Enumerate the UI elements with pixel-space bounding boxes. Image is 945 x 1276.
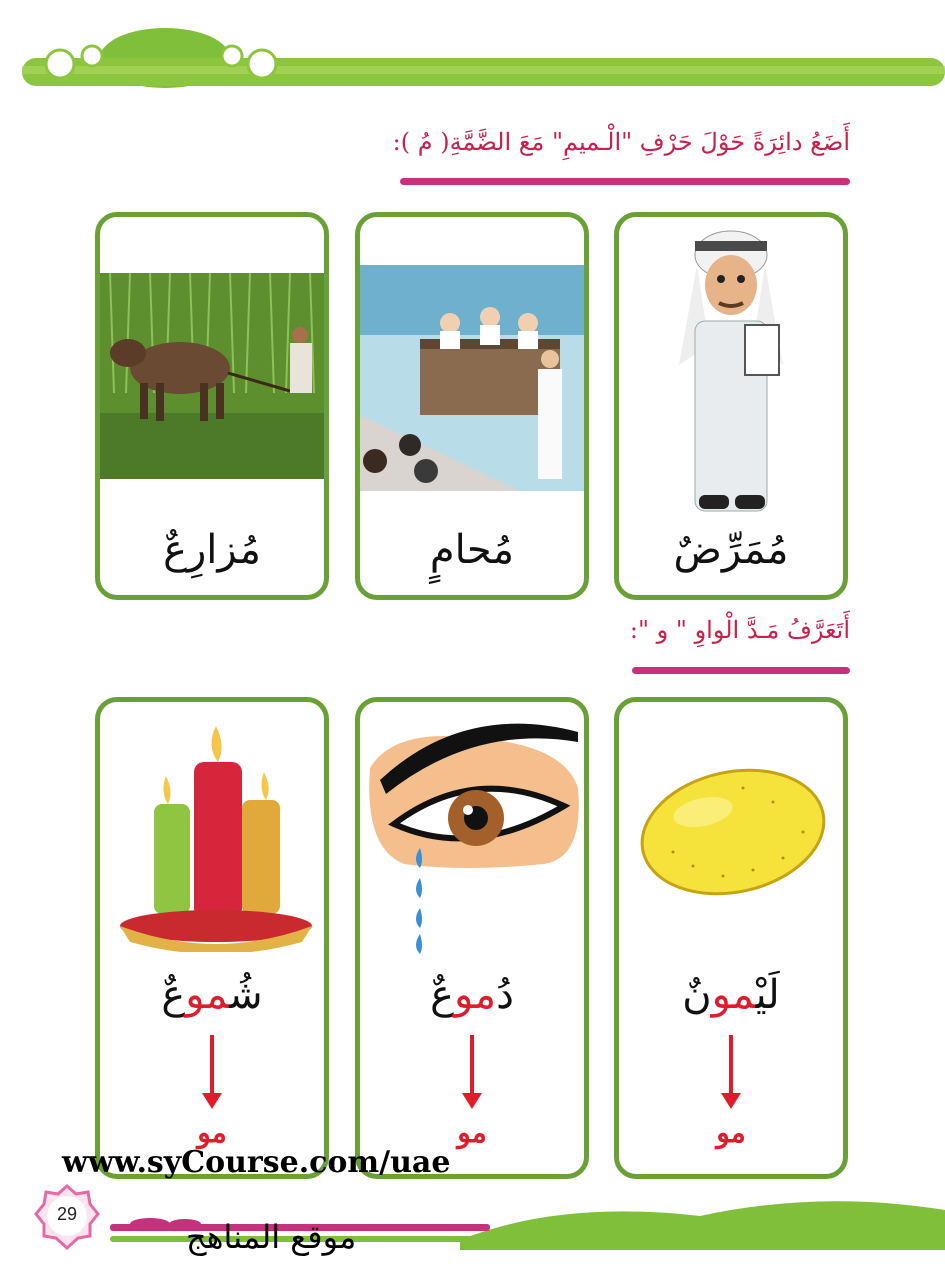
farmer-ox-image [100, 273, 324, 479]
word-candles: شُموعٌ [161, 972, 263, 1018]
word-lawyer: مُحامٍ [429, 527, 515, 573]
page-number: 29 [56, 1204, 78, 1224]
header-band [0, 0, 945, 100]
site-url[interactable]: www.syCourse.com/uae [62, 1145, 451, 1180]
lemon-image [633, 762, 833, 902]
arrow-tears [470, 1035, 474, 1095]
syllable-tears: مو [457, 1116, 487, 1149]
footer-band [0, 1180, 945, 1276]
syllable-lemon: مو [716, 1116, 746, 1149]
card-lemon [614, 697, 848, 1179]
lawyer-courtroom-image [360, 265, 584, 491]
card-farmer [95, 212, 329, 600]
word-tears: دُموعٌ [430, 972, 514, 1018]
word-nurse: مُمَرِّضٌ [673, 527, 789, 573]
tearful-eye-image [364, 708, 584, 954]
instruction-underline-2 [632, 667, 850, 674]
candles-image [116, 716, 316, 952]
site-name: موقع المناهج [186, 1218, 357, 1256]
word-lemon: لَيْمونٌ [682, 972, 780, 1018]
card-lawyer [355, 212, 589, 600]
syllable-candles: مو [197, 1116, 227, 1149]
card-nurse [614, 212, 848, 600]
arrow-candles [210, 1035, 214, 1095]
card-candles [95, 697, 329, 1179]
card-tears [355, 697, 589, 1179]
nurse-image [669, 225, 793, 531]
instruction-long-waw: أَتَعَرَّفُ مَـدَّ الْواوِ " و ": [629, 616, 850, 644]
instruction-circle-meem: أَضَعُ دائِرَةً حَوْلَ حَرْفِ "الْـميمِ" مَعَ الضَّمَّةِ( مُ ): [392, 128, 850, 156]
instruction-underline [400, 178, 850, 185]
arrow-lemon [729, 1035, 733, 1095]
word-farmer: مُزارِعٌ [163, 527, 261, 573]
